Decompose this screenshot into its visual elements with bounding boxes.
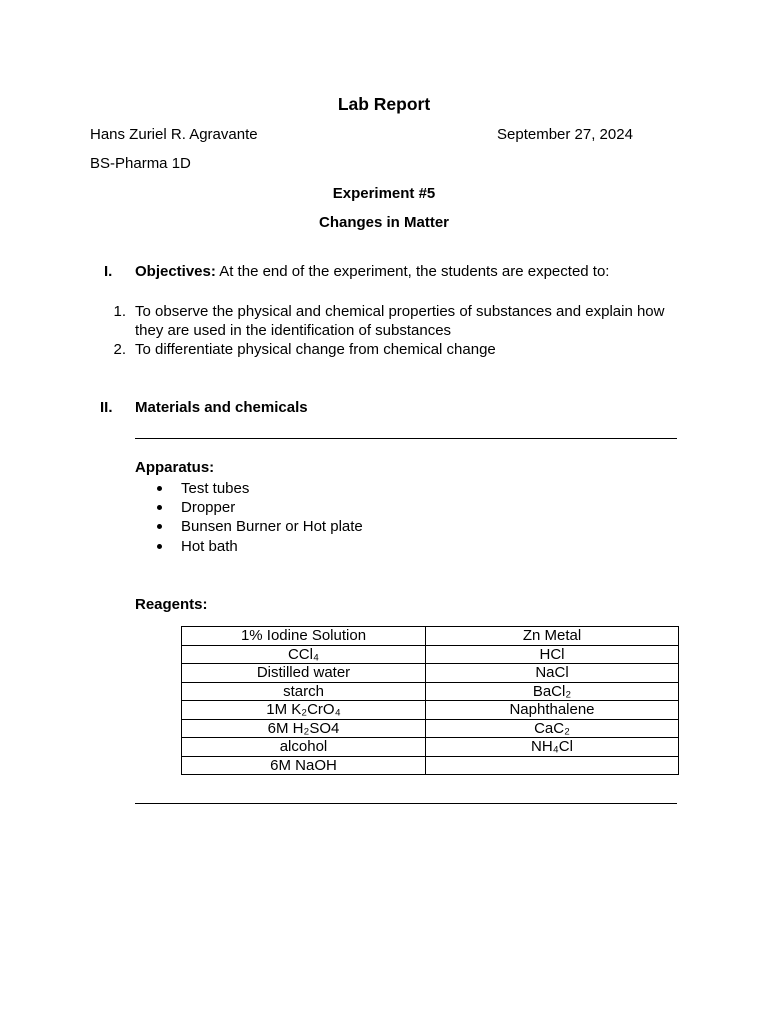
section-numeral-materials: II. (100, 399, 113, 416)
experiment-title: Changes in Matter (318, 214, 450, 231)
table-cell: BaCl₂ (426, 682, 679, 701)
horizontal-rule-top (135, 438, 677, 439)
table-cell: 1% Iodine Solution (182, 627, 426, 646)
objectives-line (135, 263, 609, 281)
table-cell: CaC₂ (426, 719, 679, 738)
table-cell: 6M H₂SO4 (182, 719, 426, 738)
table-cell: HCl (426, 645, 679, 664)
objectives-heading: Objectives: (135, 263, 216, 280)
table-row (182, 682, 679, 701)
apparatus-item (135, 537, 535, 556)
table-cell: CCl₄ (182, 645, 426, 664)
objective-number: 2. (113, 341, 126, 358)
bullet-icon (157, 486, 162, 491)
table-cell (426, 756, 679, 775)
objectives-intro: At the end of the experiment, the students are expected to: (219, 263, 610, 280)
table-cell: NaCl (426, 664, 679, 683)
objective-number: 1. (113, 303, 126, 320)
table-row (182, 645, 679, 664)
bullet-icon (157, 524, 162, 529)
section-numeral-objectives: I. (104, 263, 113, 280)
experiment-number: Experiment #5 (332, 185, 436, 202)
report-date: September 27, 2024 (497, 126, 633, 143)
materials-heading: Materials and chemicals (135, 399, 308, 416)
table-row (182, 627, 679, 646)
author-name: Hans Zuriel R. Agravante (90, 126, 258, 143)
table-row (182, 701, 679, 720)
apparatus-item-label: Hot bath (181, 537, 238, 555)
horizontal-rule-bottom (135, 803, 677, 804)
program-section: BS-Pharma 1D (90, 155, 191, 172)
objective-text: To differentiate physical change from chemical change (135, 341, 496, 358)
apparatus-item (135, 517, 535, 536)
table-row (182, 738, 679, 757)
table-cell: 6M NaOH (182, 756, 426, 775)
table-row (182, 719, 679, 738)
apparatus-item (135, 498, 535, 517)
table-cell: alcohol (182, 738, 426, 757)
table-cell: Distilled water (182, 664, 426, 683)
apparatus-list (135, 479, 535, 557)
apparatus-item-label: Bunsen Burner or Hot plate (181, 518, 363, 536)
objective-text: To observe the physical and chemical properties of substances and explain how they are used in the identification of substances (135, 303, 665, 339)
bullet-icon (157, 544, 162, 549)
table-row (182, 664, 679, 683)
table-cell: starch (182, 682, 426, 701)
apparatus-item-label: Dropper (181, 498, 236, 516)
bullet-icon (157, 505, 162, 510)
apparatus-item-label: Test tubes (181, 479, 250, 497)
reagents-heading: Reagents: (135, 596, 208, 613)
apparatus-item (135, 479, 535, 498)
document-title: Lab Report (337, 94, 431, 114)
apparatus-heading: Apparatus: (135, 459, 215, 476)
table-cell: 1M K₂CrO₄ (182, 701, 426, 720)
reagents-table (181, 626, 679, 775)
table-cell: NH₄Cl (426, 738, 679, 757)
table-cell: Naphthalene (426, 701, 679, 720)
table-cell: Zn Metal (426, 627, 679, 646)
table-row (182, 756, 679, 775)
